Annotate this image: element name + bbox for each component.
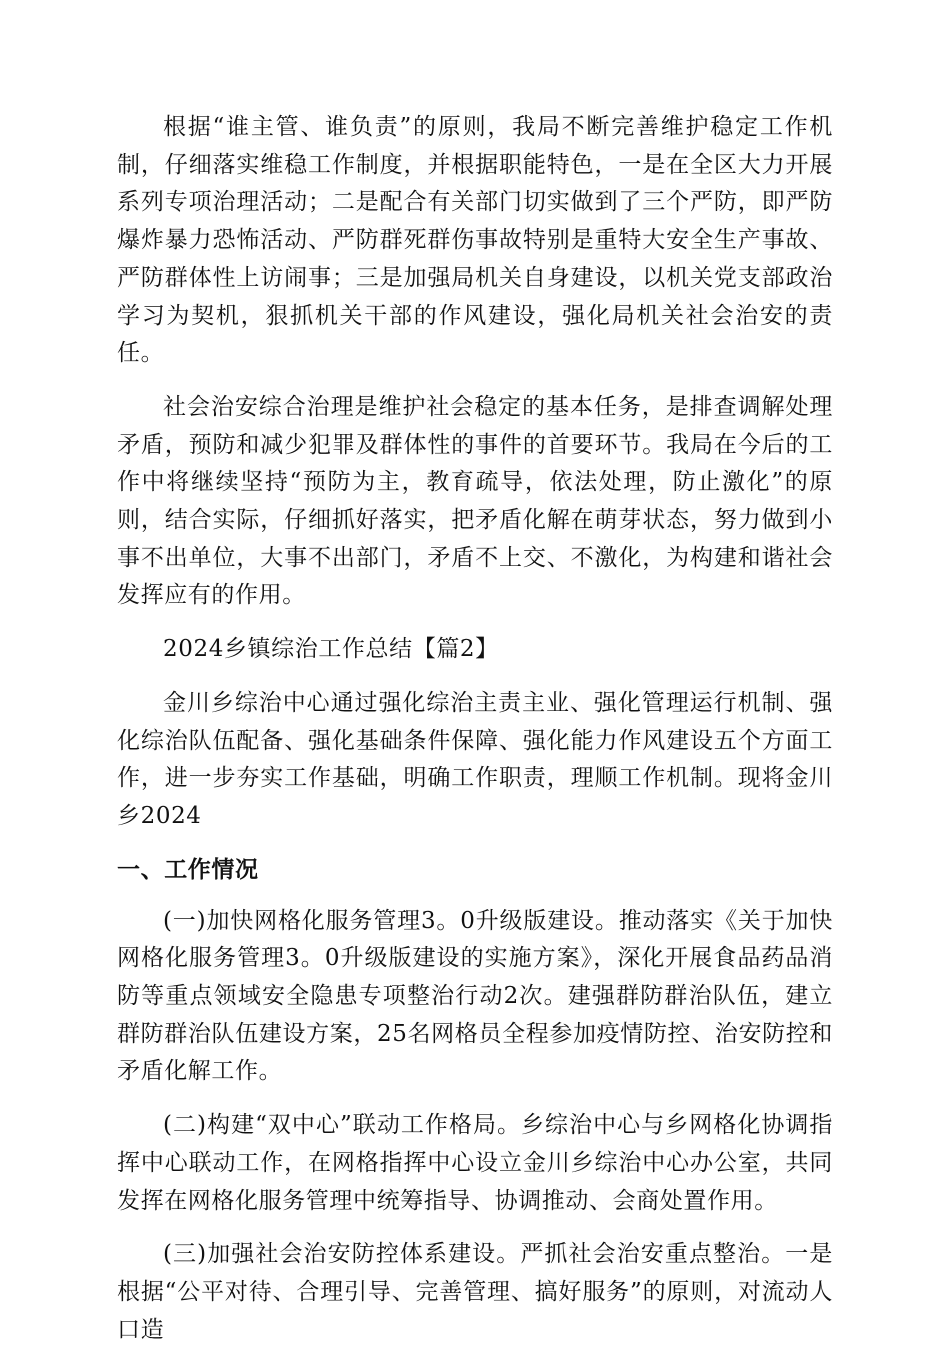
paragraph-section-2: (二)构建“双中心”联动工作格局。乡综治中心与乡网格化协调指挥中心联动工作，在网格指挥中心设立金川乡综治中心办公室，共同发挥在网格化服务管理中统筹指导、协调推动、会商处置作用。 [117,1112,833,1214]
paragraph-social-security: 社会治安综合治理是维护社会稳定的基本任务，是排查调解处理矛盾，预防和减少犯罪及群体性的事件的首要环节。我局在今后的工作中将继续坚持“预防为主，教育疏导，依法处理，防止激化”的原则，结合实际，仔细抓好落实，把矛盾化解在萌芽状态，努力做到小事不出单位，大事不出部门，矛盾不上交、不激化，为构建和谐社会发挥应有的作用。 [117,393,833,609]
section-title-part-2: 2024乡镇综治工作总结【篇2】 [163,636,499,663]
document-body [117,109,833,1365]
paragraph-stability-mechanism: 根据“谁主管、谁负责”的原则，我局不断完善维护稳定工作机制，仔细落实维稳工作制度，并根据职能特色，一是在全区大力开展系列专项治理活动；二是配合有关部门切实做到了三个严防，即严防爆炸暴力恐怖活动、严防群死群伤事故特别是重特大安全生产事故、严防群体性上访闹事；三是加强局机关自身建设，以机关党支部政治学习为契机，狠抓机关干部的作风建设，强化局机关社会治安的责任。 [117,114,833,367]
paragraph-section-3: (三)加强社会治安防控体系建设。严抓社会治安重点整治。一是根据“公平对待、合理引导、完善管理、搞好服务”的原则，对流动人口造 [117,1241,833,1343]
heading-work-situation: 一、工作情况 [117,856,259,883]
paragraph-jinchuan-intro: 金川乡综治中心通过强化综治主责主业、强化管理运行机制、强化综治队伍配备、强化基础条件保障、强化能力作风建设五个方面工作，进一步夯实工作基础，明确工作职责，理顺工作机制。现将金川乡2024 [117,689,833,829]
paragraph-section-1: (一)加快网格化服务管理3。0升级版建设。推动落实《关于加快网格化服务管理3。0升级版建设的实施方案》，深化开展食品药品消防等重点领域安全隐患专项整治行动2次。建强群防群治队伍，建立群防群治队伍建设方案，25名网格员全程参加疫情防控、治安防控和矛盾化解工作。 [117,907,833,1085]
